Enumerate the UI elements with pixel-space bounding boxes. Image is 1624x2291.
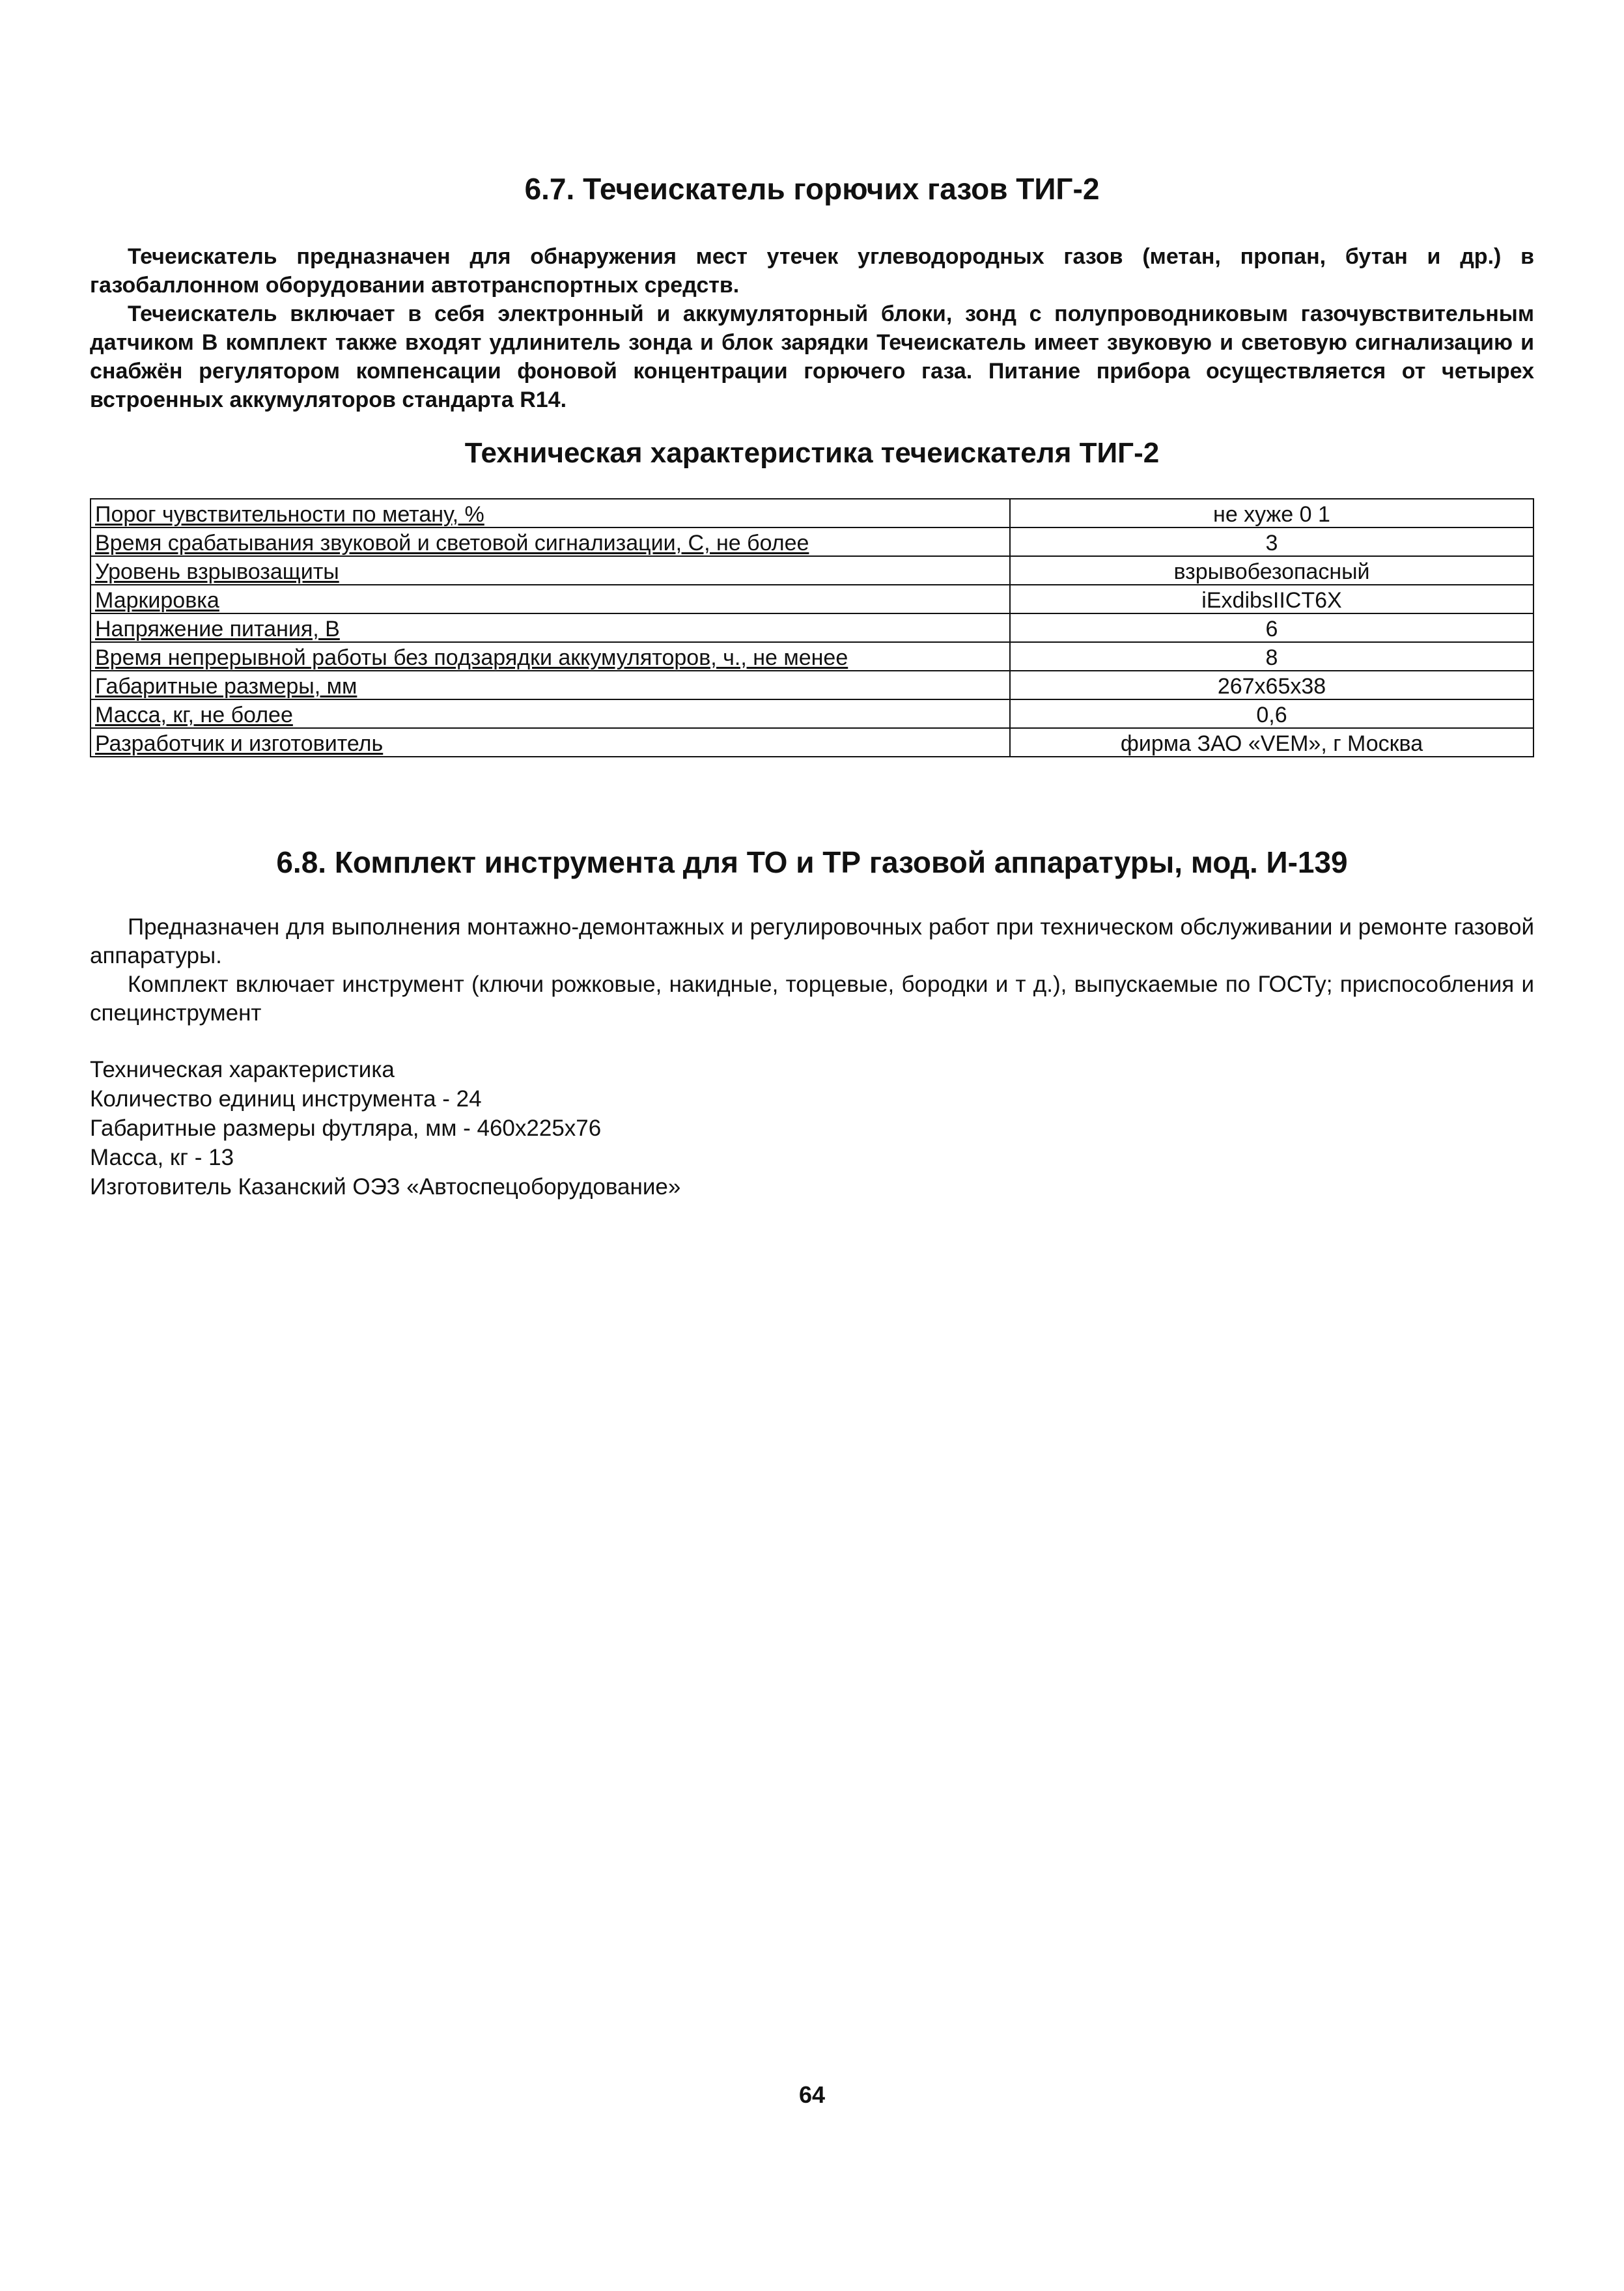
table-cell-value: 3 [1010, 527, 1533, 556]
section-6-8-title: 6.8. Комплект инструмента для ТО и ТР газовой аппаратуры, мод. И-139 [276, 845, 1348, 879]
table-cell-param: Порог чувствительности по метану, % [91, 499, 1010, 527]
table-cell-param: Уровень взрывозащиты [91, 556, 1010, 585]
table-cell-value: фирма ЗАО «VEM», г Москва [1010, 728, 1533, 757]
page-number: 64 [798, 2081, 826, 2108]
table-cell-value: 267x65x38 [1010, 671, 1533, 699]
table-cell-param: Габаритные размеры, мм [91, 671, 1010, 699]
table-row [91, 642, 1533, 671]
section-6-8-description [90, 913, 1534, 1028]
spec-table [90, 498, 1534, 757]
table-cell-param: Время срабатывания звуковой и световой сигнализации, С, не более [91, 527, 1010, 556]
spec-table-title: Техническая характеристика течеискателя ТИГ-2 [464, 437, 1160, 469]
section-6-8-paragraph: Предназначен для выполнения монтажно-демонтажных и регулировочных работ при техническом обслуживании и ремонте газовой аппаратуры. [90, 914, 1534, 968]
spec-line: Масса, кг - 13 [90, 1145, 234, 1170]
table-cell-param: Масса, кг, не более [91, 699, 1010, 728]
spec-line: Изготовитель Казанский ОЭЗ «Автоспецоборудование» [90, 1174, 681, 1200]
table-cell-value: iExdibsIICT6X [1010, 585, 1533, 613]
spec-line: Количество единиц инструмента - 24 [90, 1086, 482, 1112]
spec-heading: Техническая характеристика [90, 1057, 395, 1082]
table-cell-param: Разработчик и изготовитель [91, 728, 1010, 757]
table-cell-param: Маркировка [91, 585, 1010, 613]
spec-line: Габаритные размеры футляра, мм - 460x225x76 [90, 1116, 602, 1141]
table-row [91, 499, 1533, 527]
table-cell-param: Напряжение питания, В [91, 613, 1010, 642]
table-row [91, 556, 1533, 585]
section-6-7-paragraph: Течеискатель предназначен для обнаружения мест утечек углеводородных газов (метан, пропан, бутан и др.) в газобаллонном оборудовании автотранспортных средств. [90, 244, 1534, 298]
table-row [91, 613, 1533, 642]
table-row [91, 585, 1533, 613]
tool-kit-specs [90, 1055, 680, 1202]
table-row [91, 728, 1533, 757]
table-cell-value: 0,6 [1010, 699, 1533, 728]
table-cell-value: 8 [1010, 642, 1533, 671]
table-cell-param: Время непрерывной работы без подзарядки аккумуляторов, ч., не менее [91, 642, 1010, 671]
table-cell-value: не хуже 0 1 [1010, 499, 1533, 527]
table-row [91, 699, 1533, 728]
section-6-7-title: 6.7. Течеискатель горючих газов ТИГ-2 [524, 172, 1100, 206]
section-6-8-paragraph: Комплект включает инструмент (ключи рожковые, накидные, торцевые, бородки и т д.), выпускаемые по ГОСТу; приспособления и специнструмент [90, 972, 1534, 1026]
table-row [91, 671, 1533, 699]
table-cell-value: взрывобезопасный [1010, 556, 1533, 585]
table-cell-value: 6 [1010, 613, 1533, 642]
section-6-7-description [90, 242, 1534, 414]
section-6-7-paragraph: Течеискатель включает в себя электронный и аккумуляторный блоки, зонд с полупроводниковым газочувствительным датчиком В комплект также входят удлинитель зонда и блок зарядки Течеискатель имеет звуковую и световую сигнализацию и снабжён регулятором компенсации фоновой концентрации горючего газа. Питание прибора осуществляется от четырех встроенных аккумуляторов стандарта R14. [90, 302, 1534, 412]
table-row [91, 527, 1533, 556]
